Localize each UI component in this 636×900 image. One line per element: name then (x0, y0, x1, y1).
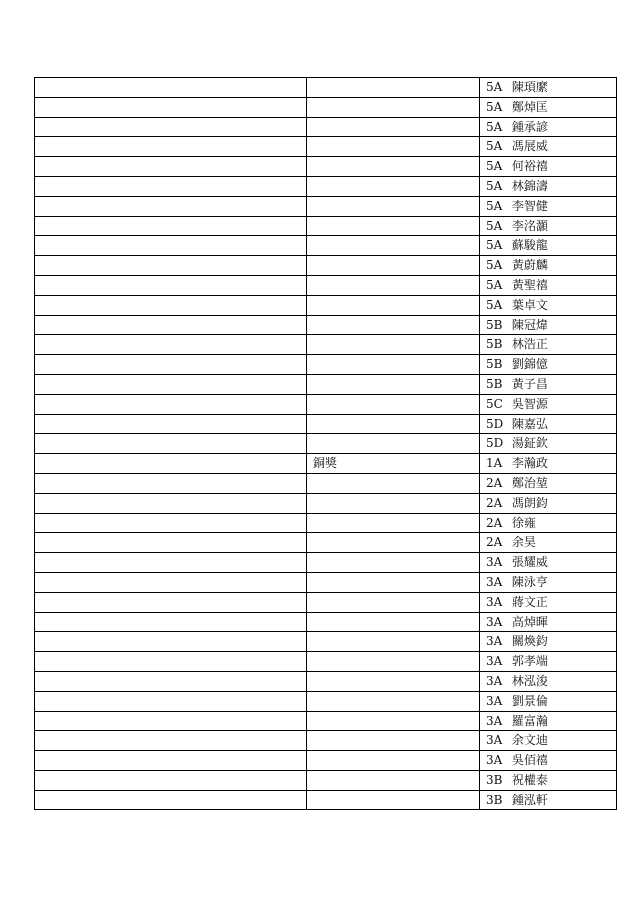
class-label: 5A (486, 218, 503, 233)
student-name: 馮朗鈞 (511, 495, 548, 510)
student-cell (480, 295, 617, 315)
blank-cell (35, 513, 307, 533)
award-cell (307, 632, 480, 652)
student-name: 陳冠煒 (511, 317, 548, 332)
table-row (35, 335, 617, 355)
class-label: 5A (486, 80, 503, 94)
student-name: 徐雍 (511, 515, 536, 530)
student-name: 高焯暉 (511, 614, 548, 629)
student-name: 林錦濤 (511, 178, 548, 193)
student-cell (480, 612, 617, 632)
student-name: 鍾承諺 (511, 119, 548, 134)
blank-cell (35, 533, 307, 553)
award-cell (307, 493, 480, 513)
blank-cell (35, 394, 307, 414)
student-name: 林泓浚 (511, 673, 548, 688)
blank-cell (35, 691, 307, 711)
class-label: 1A (486, 456, 503, 471)
table-row (35, 434, 617, 454)
student-name: 關煥鈞 (511, 634, 548, 649)
table-row (35, 473, 617, 493)
class-label: 3A (486, 753, 503, 768)
award-cell (307, 473, 480, 493)
student-name: 蔣文正 (511, 594, 548, 609)
class-label: 5A (486, 258, 503, 273)
student-cell (480, 493, 617, 513)
table-row (35, 295, 617, 315)
student-name: 祝權泰 (511, 772, 548, 787)
student-cell (480, 275, 617, 295)
award-cell (307, 315, 480, 335)
award-cell (307, 612, 480, 632)
award-cell (307, 97, 480, 117)
student-cell (480, 374, 617, 394)
student-cell (480, 473, 617, 493)
table-row (35, 196, 617, 216)
blank-cell (35, 632, 307, 652)
blank-cell (35, 236, 307, 256)
award-cell (307, 374, 480, 394)
award-cell (307, 671, 480, 691)
blank-cell (35, 711, 307, 731)
award-cell (307, 137, 480, 157)
table-row (35, 632, 617, 652)
student-name: 陳嘉弘 (511, 416, 548, 431)
award-cell (307, 355, 480, 375)
student-name: 羅富瀚 (511, 713, 548, 728)
student-name: 李瀚政 (511, 456, 548, 471)
table-row (35, 157, 617, 177)
blank-cell (35, 790, 307, 810)
student-name: 黃子昌 (511, 376, 548, 391)
award-cell (307, 790, 480, 810)
class-label: 5A (486, 159, 503, 174)
student-cell (480, 78, 617, 98)
class-label: 3A (486, 693, 503, 708)
table-row (35, 711, 617, 731)
student-name: 黃聖禧 (511, 277, 548, 292)
student-name: 陳泳亨 (511, 574, 548, 589)
student-name: 李洺灝 (511, 218, 548, 233)
class-label: 3A (486, 594, 503, 609)
student-name: 林浩正 (511, 337, 548, 352)
class-label: 2A (486, 475, 503, 490)
student-cell (480, 751, 617, 771)
class-label: 5D (486, 416, 504, 431)
student-cell (480, 394, 617, 414)
award-cell (307, 157, 480, 177)
table-row (35, 770, 617, 790)
class-label: 5A (486, 139, 503, 154)
award-cell (307, 414, 480, 434)
blank-cell (35, 473, 307, 493)
blank-cell (35, 731, 307, 751)
student-cell (480, 335, 617, 355)
blank-cell (35, 572, 307, 592)
class-label: 2A (486, 515, 503, 530)
award-cell (307, 513, 480, 533)
student-name: 張耀威 (511, 555, 548, 570)
table-row (35, 691, 617, 711)
blank-cell (35, 335, 307, 355)
class-label: 5B (486, 317, 503, 332)
student-cell (480, 592, 617, 612)
table-row (35, 275, 617, 295)
student-cell (480, 790, 617, 810)
class-label: 3A (486, 555, 503, 570)
blank-cell (35, 751, 307, 771)
student-name: 劉景倫 (511, 693, 548, 708)
student-cell (480, 513, 617, 533)
blank-cell (35, 256, 307, 276)
table-row (35, 355, 617, 375)
award-cell (307, 592, 480, 612)
student-cell (480, 216, 617, 236)
table-row (35, 751, 617, 771)
table-row (35, 176, 617, 196)
table-row (35, 137, 617, 157)
student-cell (480, 236, 617, 256)
student-cell (480, 157, 617, 177)
blank-cell (35, 612, 307, 632)
class-label: 3A (486, 574, 503, 589)
award-cell (307, 751, 480, 771)
student-name: 蘇駿龍 (511, 238, 548, 253)
table-row (35, 97, 617, 117)
student-name: 鄭治堃 (511, 475, 548, 490)
class-label: 3A (486, 614, 503, 629)
class-label: 5A (486, 238, 503, 253)
class-label: 2A (486, 495, 503, 510)
blank-cell (35, 295, 307, 315)
award-cell (307, 196, 480, 216)
table-row (35, 78, 617, 98)
award-cell (307, 117, 480, 137)
table-row (35, 671, 617, 691)
table-row (35, 553, 617, 573)
student-cell (480, 671, 617, 691)
blank-cell (35, 117, 307, 137)
blank-cell (35, 97, 307, 117)
class-label: 3A (486, 673, 503, 688)
table-row (35, 117, 617, 137)
award-cell (307, 572, 480, 592)
student-cell (480, 97, 617, 117)
class-label: 5A (486, 297, 503, 312)
student-cell (480, 572, 617, 592)
class-label: 3A (486, 654, 503, 669)
award-cell (307, 295, 480, 315)
award-cell (307, 731, 480, 751)
student-name: 湯鉦欽 (511, 436, 548, 451)
blank-cell (35, 216, 307, 236)
table-row (35, 513, 617, 533)
student-name: 黃蔚麟 (511, 258, 548, 273)
table-row (35, 394, 617, 414)
student-name: 吳智源 (511, 396, 548, 411)
student-cell (480, 454, 617, 474)
blank-cell (35, 275, 307, 295)
award-cell (307, 335, 480, 355)
table-row (35, 493, 617, 513)
student-cell (480, 533, 617, 553)
student-cell (480, 770, 617, 790)
class-label: 3A (486, 713, 503, 728)
student-cell (480, 632, 617, 652)
student-cell (480, 176, 617, 196)
blank-cell (35, 196, 307, 216)
award-cell (307, 652, 480, 672)
table-row (35, 731, 617, 751)
table-row (35, 256, 617, 276)
blank-cell (35, 315, 307, 335)
award-cell (307, 236, 480, 256)
table-row (35, 216, 617, 236)
blank-cell (35, 454, 307, 474)
award-cell (307, 434, 480, 454)
class-label: 5B (486, 337, 503, 352)
blank-cell (35, 671, 307, 691)
table-row (35, 612, 617, 632)
student-name: 余昊 (511, 535, 536, 550)
student-name: 鄭焯匡 (511, 99, 548, 114)
blank-cell (35, 78, 307, 98)
award-cell (307, 553, 480, 573)
student-name: 陳頊縻 (511, 80, 548, 94)
student-name: 葉卓文 (511, 297, 548, 312)
award-cell (307, 78, 480, 98)
class-label: 5A (486, 99, 503, 114)
student-name: 郭孝端 (511, 654, 548, 669)
award-cell (307, 176, 480, 196)
student-name: 吳佰禧 (511, 753, 548, 768)
class-label: 5B (486, 357, 503, 372)
blank-cell (35, 592, 307, 612)
table-row (35, 236, 617, 256)
student-name: 余文迪 (511, 733, 548, 748)
blank-cell (35, 176, 307, 196)
class-label: 3A (486, 733, 503, 748)
table-row (35, 315, 617, 335)
student-name: 何裕禧 (511, 159, 548, 174)
table-row (35, 572, 617, 592)
student-cell (480, 731, 617, 751)
student-cell (480, 315, 617, 335)
blank-cell (35, 434, 307, 454)
student-cell (480, 355, 617, 375)
blank-cell (35, 770, 307, 790)
class-label: 2A (486, 535, 503, 550)
class-label: 5A (486, 178, 503, 193)
student-cell (480, 414, 617, 434)
student-cell (480, 711, 617, 731)
award-cell (307, 275, 480, 295)
student-cell (480, 137, 617, 157)
award-list-body (35, 78, 617, 810)
class-label: 5D (486, 436, 504, 451)
table-row (35, 533, 617, 553)
blank-cell (35, 137, 307, 157)
award-cell: 銅獎 (307, 454, 480, 474)
student-name: 鍾泓軒 (511, 792, 548, 807)
class-label: 3B (486, 792, 503, 807)
student-cell (480, 553, 617, 573)
table-row (35, 414, 617, 434)
class-label: 5B (486, 376, 503, 391)
award-cell (307, 256, 480, 276)
table-row (35, 454, 617, 474)
class-label: 5C (486, 396, 503, 411)
award-cell (307, 691, 480, 711)
student-cell (480, 256, 617, 276)
blank-cell (35, 414, 307, 434)
table-row (35, 592, 617, 612)
table-row (35, 374, 617, 394)
class-label: 5A (486, 277, 503, 292)
blank-cell (35, 374, 307, 394)
table-row (35, 652, 617, 672)
student-name: 馮展威 (511, 139, 548, 154)
award-cell (307, 216, 480, 236)
award-list-table (34, 77, 617, 810)
student-cell (480, 117, 617, 137)
student-cell (480, 652, 617, 672)
award-cell (307, 533, 480, 553)
student-cell (480, 196, 617, 216)
class-label: 3B (486, 772, 503, 787)
blank-cell (35, 493, 307, 513)
blank-cell (35, 553, 307, 573)
student-cell (480, 434, 617, 454)
blank-cell (35, 157, 307, 177)
table-row (35, 790, 617, 810)
class-label: 5A (486, 119, 503, 134)
student-name: 李智健 (511, 198, 548, 213)
class-label: 3A (486, 634, 503, 649)
blank-cell (35, 652, 307, 672)
class-label: 5A (486, 198, 503, 213)
award-cell (307, 711, 480, 731)
blank-cell (35, 355, 307, 375)
student-name: 劉錦億 (511, 357, 548, 372)
student-cell (480, 691, 617, 711)
award-cell (307, 394, 480, 414)
award-cell (307, 770, 480, 790)
